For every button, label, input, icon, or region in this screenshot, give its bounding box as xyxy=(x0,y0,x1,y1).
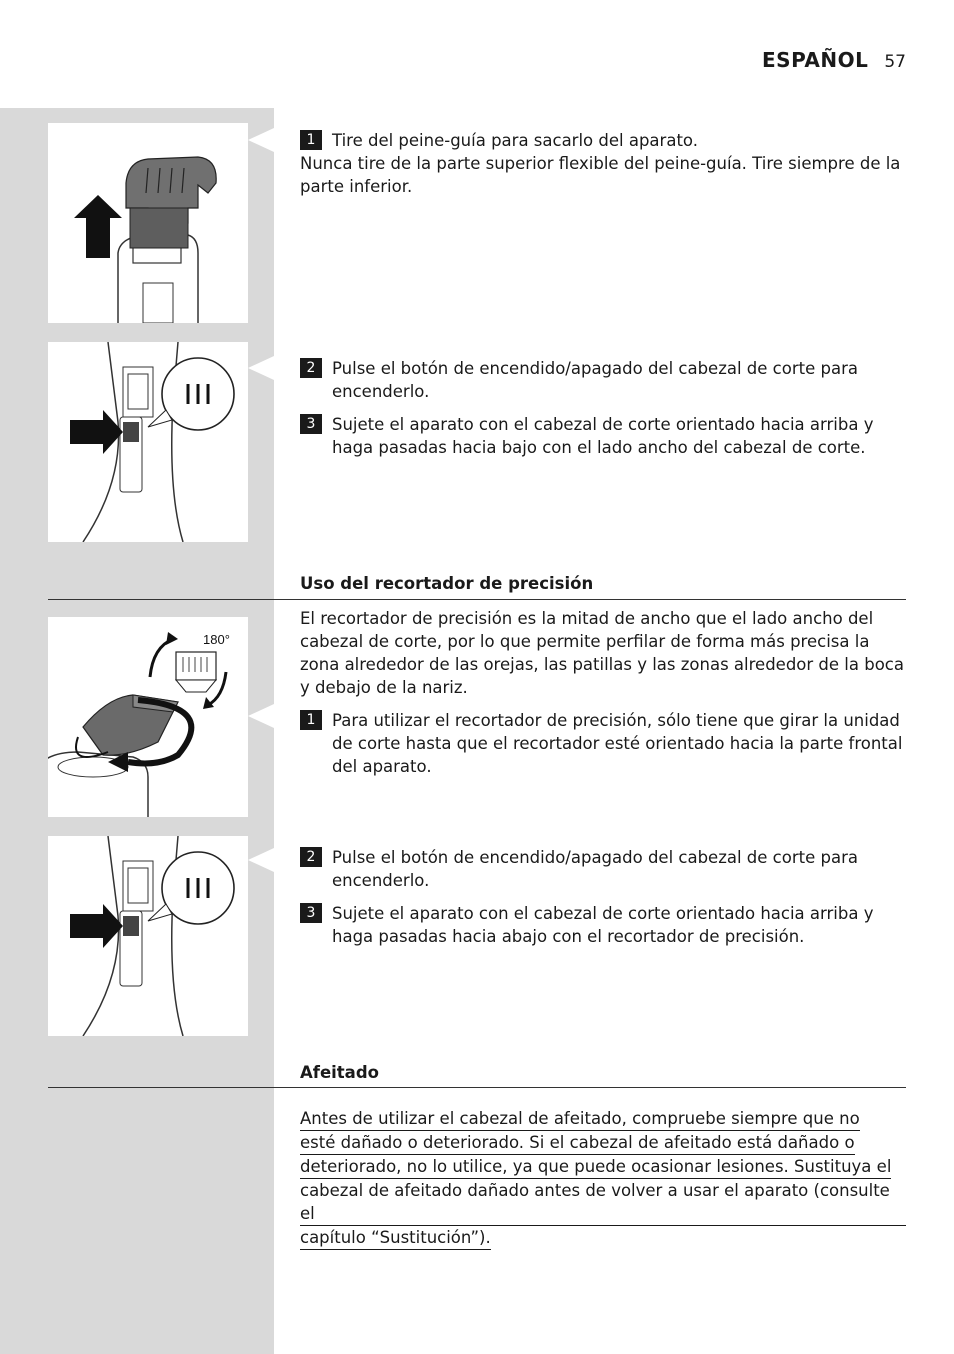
power-button-illustration xyxy=(48,342,248,542)
precision-intro: El recortador de precisión es la mitad de ancho que el lado ancho del cabezal de corte, por lo que permite perfilar de forma más precisa la zona alrededor de las orejas, las patillas y las zonas alrededor de la boca y debajo de la nariz. xyxy=(300,609,904,697)
step-text: Sujete el aparato con el cabezal de corte orientado hacia arriba y haga pasadas hacia bajo con el lado ancho del cabezal de corte. xyxy=(332,415,874,457)
precision-text xyxy=(300,607,906,778)
step-text: Para utilizar el recortador de precisión, sólo tiene que girar la unidad de corte hasta que el recortador esté orientado hacia la parte frontal del aparato. xyxy=(332,711,903,776)
step-2 xyxy=(300,846,906,892)
step-text: Pulse el botón de encendido/apagado del cabezal de corte para encenderlo. xyxy=(332,848,858,890)
step-1 xyxy=(300,709,906,778)
figure-pointer xyxy=(248,848,274,872)
step-number: 1 xyxy=(300,710,322,730)
section1-text xyxy=(300,129,906,198)
warning-line: esté dañado o deteriorado. Si el cabezal de afeitado está dañado o xyxy=(300,1131,855,1155)
section-divider xyxy=(48,599,906,600)
warning-line: capítulo “Sustitución”). xyxy=(300,1226,491,1250)
step-number: 2 xyxy=(300,847,322,867)
step-3 xyxy=(300,413,906,459)
step-3 xyxy=(300,902,906,948)
step-number: 3 xyxy=(300,903,322,923)
step-text: Pulse el botón de encendido/apagado del cabezal de corte para encenderlo. xyxy=(332,359,858,401)
step-2 xyxy=(300,357,906,403)
figure-pointer xyxy=(248,356,274,380)
comb-note: Nunca tire de la parte superior flexible del peine-guía. Tire siempre de la parte inferior. xyxy=(300,154,901,196)
remove-comb-illustration xyxy=(48,123,248,323)
figure-rotate-head xyxy=(48,617,248,817)
warning-line: cabezal de afeitado dañado antes de volver a usar el aparato (consulte el xyxy=(300,1179,906,1226)
warning-line: Antes de utilizar el cabezal de afeitado, compruebe siempre que no xyxy=(300,1107,860,1131)
step-number: 2 xyxy=(300,358,322,378)
precision-steps xyxy=(300,846,906,948)
section-divider xyxy=(48,1087,906,1088)
page-header xyxy=(762,48,906,72)
warning-line: deteriorado, no lo utilice, ya que puede ocasionar lesiones. Sustituya el xyxy=(300,1155,891,1179)
power-button-precision-illustration xyxy=(48,836,248,1036)
figure-pointer xyxy=(248,704,274,728)
step-text: Sujete el aparato con el cabezal de corte orientado hacia arriba y haga pasadas hacia abajo con el recortador de precisión. xyxy=(332,904,874,946)
shaving-heading: Afeitado xyxy=(300,1063,379,1082)
step-number: 1 xyxy=(300,130,322,150)
rotation-label: 180° xyxy=(203,632,230,647)
section1-steps xyxy=(300,357,906,459)
shaving-warning xyxy=(300,1107,906,1250)
figure-power-button-precision xyxy=(48,836,248,1036)
figure-power-button xyxy=(48,342,248,542)
figure-pointer xyxy=(248,128,274,152)
step-1 xyxy=(300,129,906,152)
step-number: 3 xyxy=(300,414,322,434)
page-number: 57 xyxy=(884,52,906,72)
language-label: ESPAÑOL xyxy=(762,48,869,72)
precision-heading: Uso del recortador de precisión xyxy=(300,574,594,593)
step-text: Tire del peine-guía para sacarlo del aparato. xyxy=(332,131,698,150)
rotate-head-illustration xyxy=(48,617,248,817)
figure-remove-comb xyxy=(48,123,248,323)
